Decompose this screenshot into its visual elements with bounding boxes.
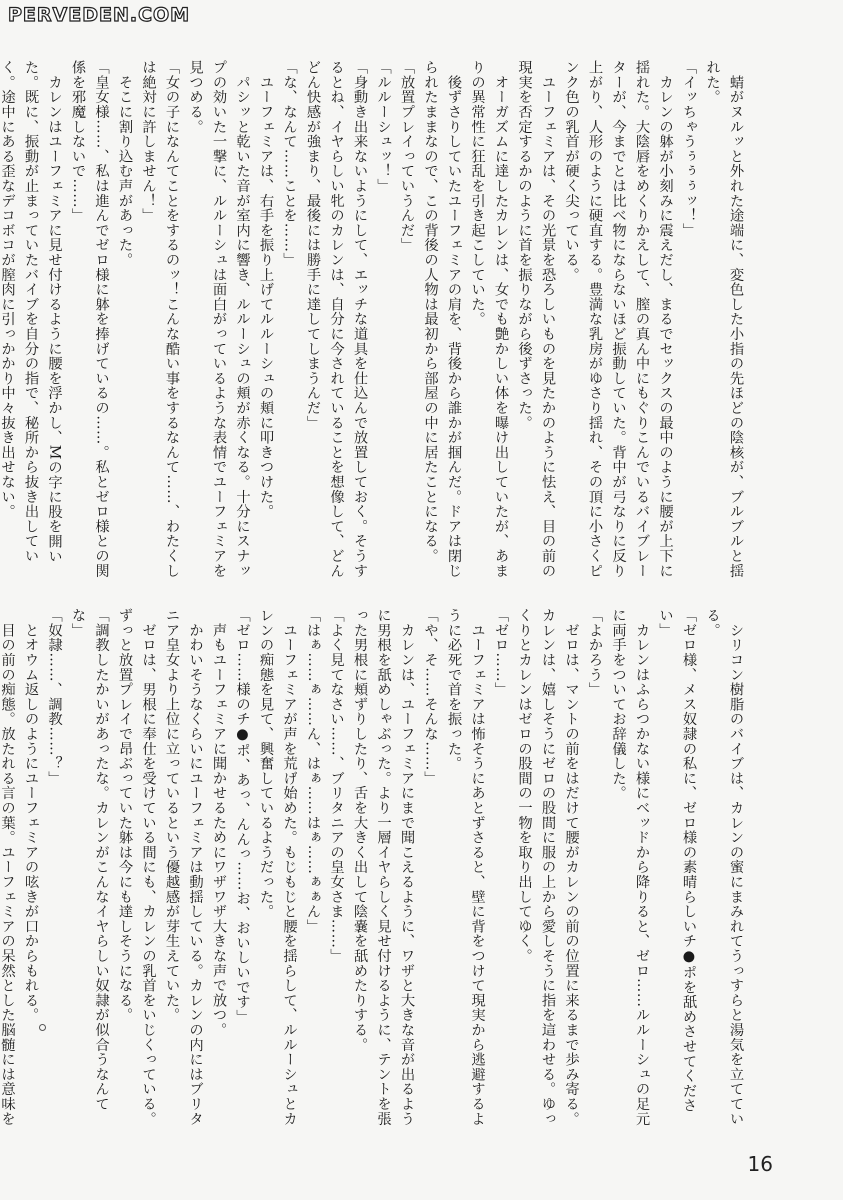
site-watermark: PERVEDEN.COM xyxy=(8,4,191,26)
paragraph: 「奴隷……、調教……？」 xyxy=(46,608,63,786)
paragraph: 「ゼロ様、メス奴隷の私に、ゼロ様の素晴らしいチ●ポを舐めさせてください」 xyxy=(657,608,697,1113)
paragraph: 「ルルーシュッ！」 xyxy=(375,60,392,194)
paragraph: 「身動き出来ないようにして、エッチな道具を仕込んで放置しておく。そうするとね、イヤらしい牝のカレンは、自分に今されていることを想像して、どんどん快感が強まり、最後には勝手に達してしまうんだ」 xyxy=(305,60,368,578)
paragraph: ユーフェミアが声を荒げ始めた。もじもじと腰を揺らして、ルルーシュとカレンの痴態を見て、興奮しているようだった。 xyxy=(258,608,298,1126)
paragraph: カレンはユーフェミアに見せ付けるように腰を浮かし、Mの字に股を開いた。既に、振動が止まっていたバイブを自分の指で、秘所から抜き出していく。途中にある歪なデコボコが膣肉に引っかかり中々抜き出せない。 xyxy=(0,60,63,564)
paragraph: 「皇女様……、私は進んでゼロ様に躰を捧げているの……。私とゼロ様との関係を邪魔しないで……」 xyxy=(70,60,110,578)
paragraph: 「な、なんて……ことを……」 xyxy=(281,60,298,268)
margin-mark xyxy=(39,1024,46,1031)
paragraph: 蜻がヌルッと外れた途端に、変色した小指の先ほどの陰核が、ブルブルと揺れた。 xyxy=(704,60,744,578)
paragraph: ユーフェミアは怖そうにあとずさると、壁に背をつけて現実から逃避するように必死で首を振った。 xyxy=(446,608,486,1126)
paragraph: パシッと乾いた音が室内に響き、ルルーシュの頬が赤くなる。十分にスナップの効いた一撃に、ルルーシュは面白がっているような表情でユーフェミアを見つめる。 xyxy=(187,60,251,578)
text-block-lower xyxy=(0,608,747,1128)
paragraph: 「や、そ……そんな……」 xyxy=(422,608,439,786)
paragraph: 「放置プレイっていうんだ」 xyxy=(399,60,415,253)
paragraph: 「はぁ……ぁ……ん、はぁ……はぁ……ぁぁん」 xyxy=(305,608,321,934)
paragraph: 「ゼロ……様のチ●ポ、あっ、んんっ……お、おいしいです」 xyxy=(234,608,251,1025)
paragraph: ユーフェミアは、その光景を恐ろしいものを見たかのように怯え、目の前の現実を否定するかのように首を振りながら後ずさった。 xyxy=(516,60,556,578)
paragraph: カレンは、ユーフェミアにまで聞こえるように、ワザと大きな音が出るように男根を舐めしゃぶった。より一層イヤらしく見せ付けるように、テントを張った男根に頬ずりしたり、舌を大きく出して陰嚢を舐めたりする。 xyxy=(352,608,415,1126)
paragraph: カレンはふらつかない様にベッドから降りると、ゼロ……ルルーシュの足元に両手をついてお辞儀した。 xyxy=(610,608,650,1126)
paragraph: オーガズムに達したカレンは、女でも艶かしい体を曝け出していたが、あまりの異常性に狂乱を引き起こしていた。 xyxy=(469,60,509,578)
paragraph: ユーフェミアは、右手を振り上げてルルーシュの頬に叩きつけた。 xyxy=(258,60,274,519)
page-number: 16 xyxy=(747,1152,773,1176)
paragraph: とオウム返しのようにユーフェミアの呟きが口からもれる。 xyxy=(23,608,39,1023)
paragraph: ゼロは、男根に奉仕を受けている間にも、カレンの乳首をいじくっている。ずっと放置プレイで昂ぶっていた躰は今にも達しそうになる。 xyxy=(117,608,157,1126)
paragraph: 声もユーフェミアに聞かせるためにワザワザ大きな声で放つ。 xyxy=(211,608,227,1038)
paragraph: 目の前の痴態。放たれる言の葉。ユーフェミアの呆然とした脳髄には意味を xyxy=(0,622,16,1126)
paragraph: 「ゼロ……」 xyxy=(493,608,509,697)
paragraph: カレンの躰が小刻みに震えだし、まるでセックスの最中のように腰が上下に揺れた。大陰唇をめくりかえして、膣の真ん中にもぐりこんでいるバイブレーターが、今までとは比べ物にならないほど振動していた。背中が弓なりに反り上がり、人形のように硬直する。豊満な乳房がゆさり揺れ、その頂に小さくピンク色の乳首が硬く尖っている。 xyxy=(563,60,674,578)
paragraph: 「イッちゃうぅぅぅッ！」 xyxy=(681,60,697,238)
paragraph: そこに割り込む声があった。 xyxy=(117,60,133,268)
paragraph: 「よく見てなさい……、ブリタニアの皇女さま……」 xyxy=(328,608,345,964)
paragraph: 「よかろう」 xyxy=(587,608,603,697)
paragraph: 「女の子になんてことをするのッ！こんな酷い事をするなんて……、わたくしは絶対に許しません！」 xyxy=(140,60,180,578)
paragraph: 後ずさりしていたユーフェミアの肩を、背後から誰かが掴んだ。ドアは閉じられたままなので、この背後の人物は最初から部屋の中に居たことになる。 xyxy=(422,60,462,578)
paragraph: 「調教したかいがあったな。カレンがこんなイヤらしい奴隷が似合うなんてな」 xyxy=(70,608,110,1112)
text-block-upper xyxy=(0,60,747,580)
paragraph: シリコン樹脂のバイブは、カレンの蜜にまみれてうっすらと湯気を立てている。 xyxy=(704,608,744,1126)
paragraph: ゼロは、マントの前をはだけて腰がカレンの前の位置に来るまで歩み寄る。カレンは、嬉しそうにゼロの股間に服の上から愛しそうに指を這わせる。ゆっくりとカレンはゼロの股間の一物を取り出してゆく。 xyxy=(516,608,580,1126)
paragraph: かわいそうなくらいにユーフェミアは動揺している。カレンの内にはブリタニア皇女より上位に立っているという優越感が芽生えていた。 xyxy=(164,608,204,1126)
